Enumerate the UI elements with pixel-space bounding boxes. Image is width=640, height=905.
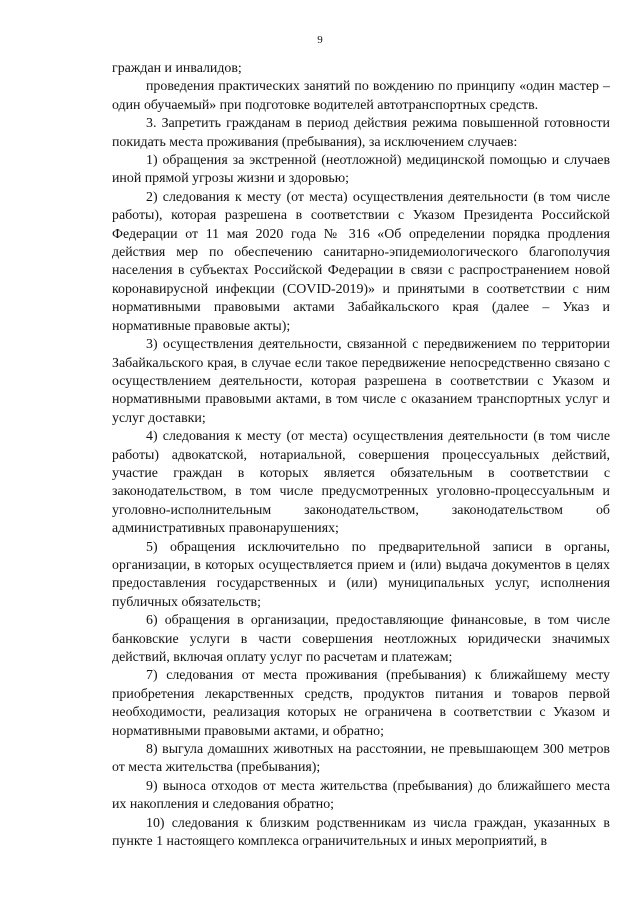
paragraph: 10) следования к близким родственникам из числа граждан, указанных в пункте 1 настоящего комплекса ограничительных и иных мероприятий, в: [112, 815, 610, 850]
paragraph: 3) осуществления деятельности, связанной с передвижением по территории Забайкальского края, в случае если такое передвижение непосредственно связано с осуществлением деятельности, которая разрешена в соответствии с Указом и нормативными правовыми актами, в том числе с оказанием транспортных услуг и услуг доставки;: [112, 337, 610, 426]
paragraph: 6) обращения в организации, предоставляющие финансовые, в том числе банковские услуги в части совершения неотложных юридически значимых действий, включая оплату услуг по расчетам и платежам;: [112, 613, 610, 665]
paragraph: 3. Запретить гражданам в период действия режима повышенной готовности покидать места проживания (пребывания), за исключением случаев:: [112, 116, 610, 150]
paragraph: 9) выноса отходов от места жительства (пребывания) до ближайшего места их накопления и следования обратно;: [112, 778, 610, 813]
paragraph: 8) выгула домашних животных на расстоянии, не превышающем 300 метров от места жительства (пребывания);: [112, 742, 610, 776]
paragraph: граждан и инвалидов;: [112, 61, 242, 76]
paragraph: 1) обращения за экстренной (неотложной) медицинской помощью и случаев иной прямой угрозы жизни и здоровью;: [112, 153, 610, 187]
page-number: 9: [317, 34, 323, 46]
paragraph: 5) обращения исключительно по предварительной записи в органы, организации, в которых осуществляется прием и (или) выдача документов в целях предоставления государственных и (или) муниципальных услуг, исполнения публичных обязательств;: [112, 539, 610, 610]
paragraph: 2) следования к месту (от места) осуществления деятельности (в том числе работы), которая разрешена в соответствии с Указом Президента Российской Федерации от 11 мая 2020 года № 316 «Об определении порядка продления действия мер по обеспечению санитарно-эпидемиологического благополучия населения в субъектах Российской Федерации в связи с распространением новой коронавирусной инфекции (COVID-2019)» и принятыми в соответствии с ним нормативными правовыми актами Забайкальского края (далее – Указ и нормативные правовые акты);: [112, 189, 610, 334]
paragraph: 4) следования к месту (от места) осуществления деятельности (в том числе работы) адвокатской, нотариальной, совершения процессуальных действий, участие граждан в которых является обязательным в соответствии с законодательством, в том числе предусмотренных уголовно-процессуальным и уголовно-исполнительным законодательством, законодательством об административных правонарушениях;: [112, 429, 610, 537]
paragraph: 7) следования от места проживания (пребывания) к ближайшему месту приобретения лекарственных средств, продуктов питания и товаров первой необходимости, реализация которых не ограничена в соответствии с Указом и нормативными правовыми актами, и обратно;: [112, 668, 610, 739]
paragraph: проведения практических занятий по вождению по принципу «один мастер – один обучаемый» при подготовке водителей автотранспортных средств.: [112, 79, 610, 113]
document-body: [112, 60, 610, 851]
